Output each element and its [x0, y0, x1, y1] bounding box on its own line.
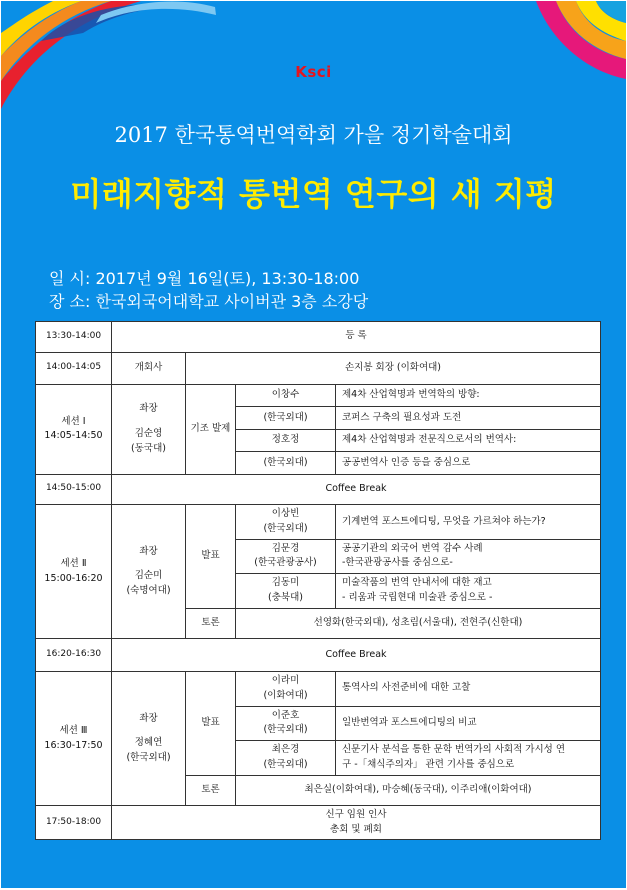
session2-time: 15:00-16:20 [44, 572, 103, 584]
chair-label: 좌장 [139, 545, 158, 557]
speaker-name: 이라미 [271, 675, 300, 687]
speaker-affil: (한국외대) [263, 758, 308, 770]
discussion-label: 토론 [186, 608, 236, 639]
chair-name: 김순영 [134, 427, 163, 439]
time-cell: 16:20-16:30 [36, 639, 112, 672]
speaker-name: 김문경 [271, 542, 300, 554]
break-label: Coffee Break [112, 474, 601, 505]
row-break1 [36, 474, 601, 505]
time-cell: 17:50-18:00 [36, 806, 112, 840]
discussion-label: 토론 [186, 775, 236, 806]
chair-label: 좌장 [139, 403, 158, 415]
talk-topic: 제4차 산업혁명과 전문직으로서의 번역사: [336, 429, 601, 451]
talk-topic-cell [336, 505, 601, 540]
conference-theme: 미래지향적 통번역 연구의 새 지평 [70, 175, 557, 213]
speaker-cell [236, 671, 336, 706]
session1-title: 세션 Ⅰ [61, 415, 86, 427]
talk-topic: 공공기관의 외국어 번역 감수 사례 [342, 542, 483, 554]
speaker-affil: (한국외대) [263, 522, 308, 534]
speaker-affil: (한국외대) [263, 724, 308, 736]
discussants: 선영화(한국외대), 성초림(서울대), 전현주(신한대) [236, 608, 601, 639]
speaker-name: 김동미 [271, 577, 300, 589]
chair-affil: (숙명여대) [126, 585, 171, 597]
registration-label: 등 록 [112, 322, 601, 353]
speaker-cell [236, 706, 336, 741]
talk-topic: 일반번역과 포스트에디팅의 비교 [342, 716, 477, 728]
chair-affil: (동국대) [131, 442, 166, 454]
talk-topic: 신문기사 분석을 통한 문학 번역가의 사회적 가시성 연 [342, 744, 566, 756]
chair-name: 정혜연 [134, 737, 163, 749]
speaker-name: 이창수 [236, 385, 336, 407]
talk-topic-cell [336, 574, 601, 609]
speaker-cell [236, 505, 336, 540]
speaker-affil: (한국외대) [236, 452, 336, 474]
chair-label: 좌장 [139, 712, 158, 724]
time-cell: 14:50-15:00 [36, 474, 112, 505]
speaker-cell [236, 741, 336, 776]
speaker-cell [236, 539, 336, 574]
talk-topic-cell [336, 671, 601, 706]
schedule-table-wrap [35, 321, 600, 840]
poster [1, 1, 626, 888]
session3-title: 세션 Ⅲ [59, 724, 88, 736]
talk-topic: 미술작품의 번역 안내서에 대한 재고 [342, 577, 492, 589]
session1-type: 기조 발제 [186, 385, 236, 475]
ribbon-decoration-right [496, 1, 626, 96]
row-registration [36, 322, 601, 353]
speaker-affil: (한국관광공사) [254, 557, 317, 569]
row-break2 [36, 639, 601, 672]
session3-time: 16:30-17:50 [44, 739, 103, 751]
chair-affil: (한국외대) [126, 751, 171, 763]
row-closing [36, 806, 601, 840]
conference-title: 2017 한국통역번역학회 가을 정기학술대회 [114, 123, 513, 147]
session1-title-cell [36, 385, 112, 475]
closing-line: 총회 및 폐회 [330, 823, 382, 835]
talk-topic: -한국관광공사를 중심으로- [342, 557, 453, 569]
talk-topic: 제4차 산업혁명과 번역학의 방향: [336, 385, 601, 407]
row-session3-talk1 [36, 671, 601, 706]
speaker-name: 이상빈 [271, 508, 300, 520]
talk-topic: 통역사의 사전준비에 대한 고찰 [342, 682, 471, 694]
date-line: 일 시: 2017년 9월 16일(토), 13:30-18:00 [49, 269, 360, 288]
row-opening [36, 352, 601, 385]
session2-title-cell [36, 505, 112, 639]
opening-role: 개회사 [112, 352, 186, 385]
talk-topic: 코퍼스 구축의 필요성과 도전 [336, 407, 601, 429]
speaker-name: 최은경 [271, 744, 300, 756]
row-session1-talk1a [36, 385, 601, 407]
session1-time: 14:05-14:50 [44, 430, 103, 442]
speaker-cell [236, 574, 336, 609]
closing-line: 신구 임원 인사 [325, 808, 387, 820]
speaker-name: 정호정 [236, 429, 336, 451]
break-label: Coffee Break [112, 639, 601, 672]
talk-topic-cell [336, 539, 601, 574]
row-session2-talk1 [36, 505, 601, 540]
discussants: 최은실(이화여대), 마승혜(동국대), 이주리애(이화여대) [236, 775, 601, 806]
talk-topic: 기계번역 포스트에디팅, 무엇을 가르쳐야 하는가? [342, 515, 546, 527]
time-cell: 13:30-14:00 [36, 322, 112, 353]
talk-topic: 구 -「채식주의자」 관련 기사를 중심으로 [342, 758, 515, 770]
talk-topic: 공공번역사 인증 등을 중심으로 [336, 452, 601, 474]
ribbon-decoration-left [1, 1, 231, 121]
talk-topic-cell [336, 741, 601, 776]
speaker-affil: (한국외대) [236, 407, 336, 429]
venue-line: 장 소: 한국외국어대학교 사이버관 3층 소강당 [49, 292, 369, 311]
session2-type: 발표 [186, 505, 236, 609]
ksci-logo: Ksci [295, 63, 332, 81]
closing-cell [112, 806, 601, 840]
talk-topic: - 리움과 국립현대 미술관 중심으로 - [342, 592, 493, 604]
session1-chair-cell [112, 385, 186, 475]
opening-content: 손지봉 회장 (이화여대) [186, 352, 601, 385]
schedule-table [35, 321, 601, 840]
session3-chair-cell [112, 671, 186, 805]
chair-name: 김순미 [134, 570, 163, 582]
session2-title: 세션 Ⅱ [60, 558, 87, 570]
session3-title-cell [36, 671, 112, 805]
speaker-name: 이준호 [271, 709, 300, 721]
session2-chair-cell [112, 505, 186, 639]
session3-type: 발표 [186, 671, 236, 775]
time-cell: 14:00-14:05 [36, 352, 112, 385]
talk-topic-cell [336, 706, 601, 741]
speaker-affil: (이화여대) [263, 689, 308, 701]
speaker-affil: (충북대) [268, 592, 303, 604]
